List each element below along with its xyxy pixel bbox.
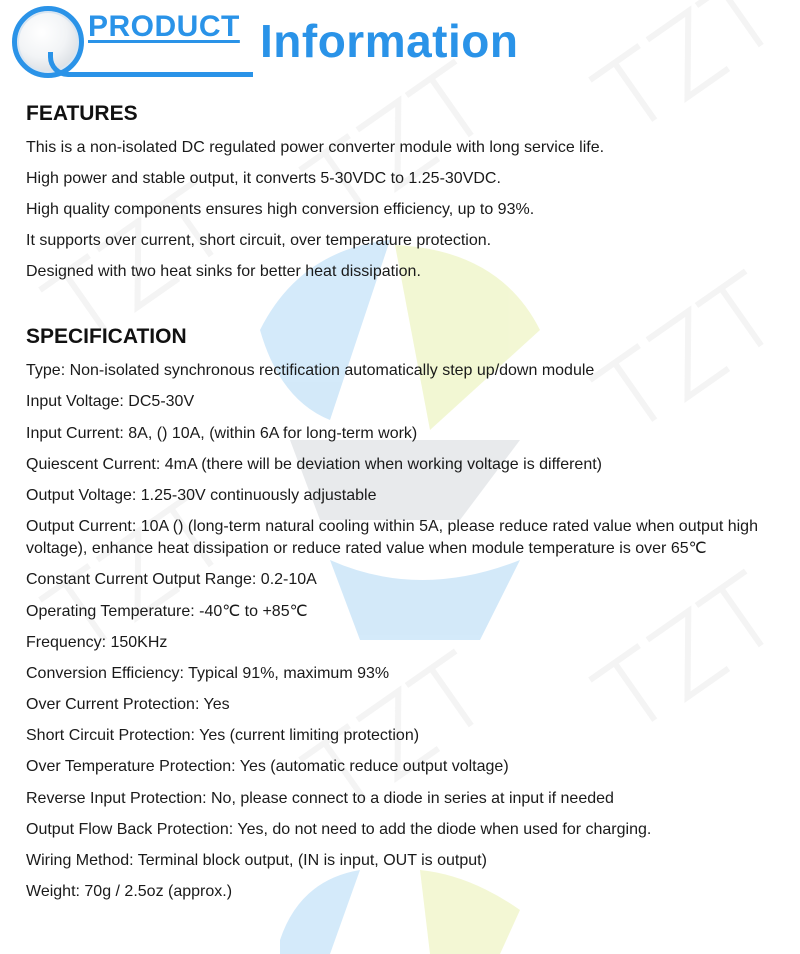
- spec-item: Frequency: 150KHz: [26, 633, 168, 651]
- feature-item: High power and stable output, it converts 5-30VDC to 1.25-30VDC.: [26, 170, 501, 187]
- spec-item: Wiring Method: Terminal block output, (IN is input, OUT is output): [26, 852, 487, 869]
- feature-item: This is a non-isolated DC regulated power converter module with long service life.: [26, 139, 605, 156]
- spec-item: Constant Current Output Range: 0.2-10A: [26, 571, 317, 589]
- feature-item: High quality components ensures high conversion efficiency, up to 93%.: [26, 201, 535, 218]
- spec-item: Input Voltage: DC5-30V: [26, 393, 195, 411]
- spec-item: Output Flow Back Protection: Yes, do not need to add the diode when used for charging.: [26, 820, 652, 838]
- spec-item: Input Current: 8A, () 10A, (within 6A for long-term work): [26, 424, 418, 442]
- spec-item: Weight: 70g / 2.5oz (approx.): [26, 883, 233, 901]
- spec-item: Over Current Protection: Yes: [26, 696, 230, 714]
- product-label: PRODUCT: [88, 10, 240, 43]
- document-body: [26, 100, 786, 903]
- specification-heading: SPECIFICATION: [26, 325, 187, 348]
- features-section: [26, 100, 786, 283]
- spec-item: Type: Non-isolated synchronous rectification automatically step up/down module: [26, 362, 595, 380]
- spec-item: Over Temperature Protection: Yes (automatic reduce output voltage): [26, 758, 509, 776]
- product-information-header: [0, 0, 800, 90]
- badge-underline-decoration: [48, 52, 253, 77]
- feature-item: It supports over current, short circuit, over temperature protection.: [26, 232, 492, 249]
- spec-item: Quiescent Current: 4mA (there will be deviation when working voltage is different): [26, 455, 602, 473]
- spec-item: Reverse Input Protection: No, please connect to a diode in series at input if needed: [26, 789, 614, 807]
- spec-item: Short Circuit Protection: Yes (current limiting protection): [26, 727, 420, 745]
- feature-item: Designed with two heat sinks for better heat dissipation.: [26, 263, 421, 280]
- features-heading: FEATURES: [26, 102, 138, 125]
- spec-item: Conversion Efficiency: Typical 91%, maximum 93%: [26, 664, 390, 682]
- spec-item: Operating Temperature: -40℃ to +85℃: [26, 602, 308, 620]
- spec-item: Output Current: 10A () (long-term natural cooling within 5A, please reduce rated value when output high voltage), enhance heat dissipation or reduce rated value when module temperature is over 65℃: [26, 518, 758, 558]
- spec-item: Output Voltage: 1.25-30V continuously adjustable: [26, 486, 377, 504]
- information-title: Information: [260, 15, 519, 67]
- specification-section: [26, 323, 786, 903]
